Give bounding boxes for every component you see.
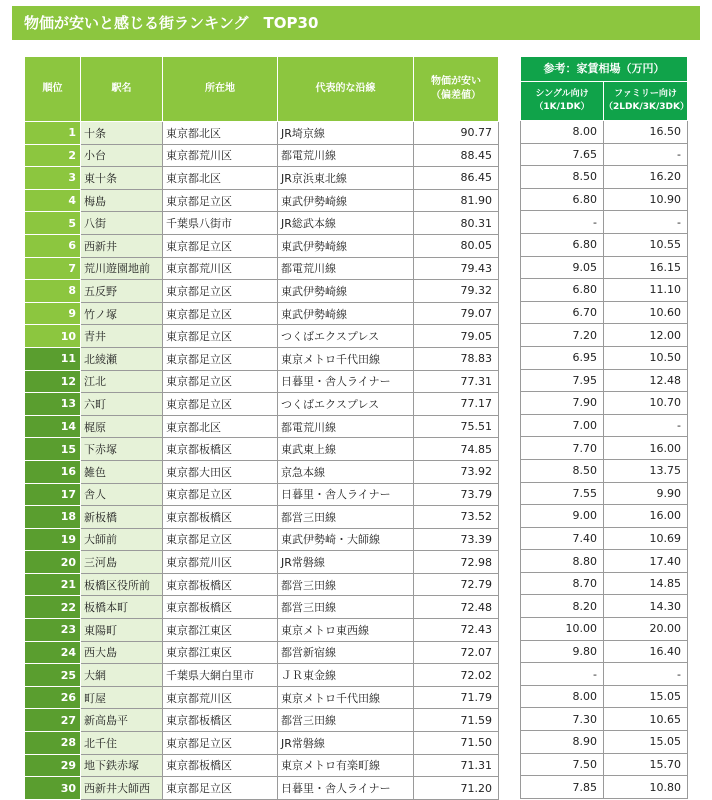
table-row: [25, 370, 499, 393]
station-cell: 五反野: [81, 280, 163, 303]
single-rent-cell: 7.00: [521, 414, 604, 437]
rent-header-family-line1: ファミリー向け: [614, 89, 677, 99]
line-cell: ＪＲ東金線: [278, 664, 414, 687]
rent-row: [521, 188, 688, 211]
line-cell: 東京メトロ有楽町線: [278, 754, 414, 777]
rank-cell: 12: [25, 370, 81, 393]
rank-cell: 3: [25, 167, 81, 190]
line-cell: つくばエクスプレス: [278, 325, 414, 348]
location-cell: 東京都板橋区: [163, 709, 278, 732]
score-cell: 90.77: [414, 122, 499, 145]
family-rent-cell: 10.60: [604, 301, 688, 324]
table-row: [25, 234, 499, 257]
score-cell: 73.92: [414, 460, 499, 483]
header-score-line2: （偏差値）: [431, 90, 481, 101]
rent-table: [520, 56, 688, 799]
station-cell: 荒川遊園地前: [81, 257, 163, 280]
rank-cell: 28: [25, 732, 81, 755]
line-cell: 都電荒川線: [278, 415, 414, 438]
single-rent-cell: 8.70: [521, 572, 604, 595]
line-cell: 都営三田線: [278, 709, 414, 732]
rank-cell: 21: [25, 573, 81, 596]
family-rent-cell: 12.00: [604, 324, 688, 347]
score-cell: 72.48: [414, 596, 499, 619]
table-row: [25, 483, 499, 506]
family-rent-cell: 10.70: [604, 392, 688, 415]
family-rent-cell: 15.05: [604, 685, 688, 708]
rank-cell: 9: [25, 302, 81, 325]
score-cell: 79.07: [414, 302, 499, 325]
table-row: [25, 551, 499, 574]
family-rent-cell: 10.90: [604, 188, 688, 211]
single-rent-cell: 8.50: [521, 459, 604, 482]
line-cell: 日暮里・舎人ライナー: [278, 483, 414, 506]
location-cell: 東京都足立区: [163, 347, 278, 370]
line-cell: JR京浜東北線: [278, 167, 414, 190]
rent-row: [521, 595, 688, 618]
location-cell: 東京都板橋区: [163, 754, 278, 777]
single-rent-cell: 7.70: [521, 437, 604, 460]
rent-row: [521, 121, 688, 144]
rent-row: [521, 527, 688, 550]
rent-row: [521, 708, 688, 731]
location-cell: 東京都荒川区: [163, 257, 278, 280]
score-cell: 86.45: [414, 167, 499, 190]
table-row: [25, 438, 499, 461]
table-row: [25, 619, 499, 642]
station-cell: 三河島: [81, 551, 163, 574]
table-row: [25, 596, 499, 619]
single-rent-cell: 7.85: [521, 776, 604, 799]
table-row: [25, 528, 499, 551]
header-line: 代表的な沿線: [278, 57, 414, 122]
family-rent-cell: -: [604, 663, 688, 686]
line-cell: 都営三田線: [278, 596, 414, 619]
line-cell: 東武伊勢崎線: [278, 234, 414, 257]
table-row: [25, 664, 499, 687]
table-row: [25, 393, 499, 416]
table-row: [25, 686, 499, 709]
single-rent-cell: 6.80: [521, 233, 604, 256]
single-rent-cell: 7.30: [521, 708, 604, 731]
rent-row: [521, 437, 688, 460]
header-station: 駅名: [81, 57, 163, 122]
score-cell: 79.43: [414, 257, 499, 280]
station-cell: 地下鉄赤塚: [81, 754, 163, 777]
rank-cell: 30: [25, 777, 81, 800]
rent-row: [521, 753, 688, 776]
location-cell: 東京都足立区: [163, 777, 278, 800]
rank-cell: 14: [25, 415, 81, 438]
score-cell: 74.85: [414, 438, 499, 461]
table-row: [25, 777, 499, 800]
rent-row: [521, 414, 688, 437]
rent-header-single-line2: （1K/1DK）: [534, 102, 590, 112]
single-rent-cell: 6.80: [521, 188, 604, 211]
score-cell: 73.39: [414, 528, 499, 551]
line-cell: JR常磐線: [278, 732, 414, 755]
table-row: [25, 257, 499, 280]
table-row: [25, 167, 499, 190]
rank-cell: 17: [25, 483, 81, 506]
family-rent-cell: 15.05: [604, 731, 688, 754]
rank-cell: 27: [25, 709, 81, 732]
location-cell: 東京都板橋区: [163, 596, 278, 619]
line-cell: 東京メトロ千代田線: [278, 347, 414, 370]
table-row: [25, 302, 499, 325]
table-row: [25, 732, 499, 755]
location-cell: 東京都江東区: [163, 641, 278, 664]
rent-row: [521, 392, 688, 415]
family-rent-cell: 10.69: [604, 527, 688, 550]
station-cell: 大師前: [81, 528, 163, 551]
single-rent-cell: 7.65: [521, 143, 604, 166]
station-cell: 西新井: [81, 234, 163, 257]
rank-cell: 19: [25, 528, 81, 551]
station-cell: 新高島平: [81, 709, 163, 732]
score-cell: 79.05: [414, 325, 499, 348]
station-cell: 竹ノ塚: [81, 302, 163, 325]
rent-row: [521, 459, 688, 482]
score-cell: 80.31: [414, 212, 499, 235]
rent-subheader-row: [521, 82, 688, 121]
line-cell: つくばエクスプレス: [278, 393, 414, 416]
rent-header-family: [604, 82, 688, 121]
table-row: [25, 280, 499, 303]
location-cell: 東京都北区: [163, 415, 278, 438]
score-cell: 88.45: [414, 144, 499, 167]
rank-cell: 13: [25, 393, 81, 416]
family-rent-cell: 14.85: [604, 572, 688, 595]
header-location: 所在地: [163, 57, 278, 122]
score-cell: 73.52: [414, 506, 499, 529]
rank-cell: 10: [25, 325, 81, 348]
station-cell: 板橋本町: [81, 596, 163, 619]
rent-row: [521, 640, 688, 663]
rank-cell: 8: [25, 280, 81, 303]
line-cell: 東武伊勢崎線: [278, 280, 414, 303]
rent-header-single: [521, 82, 604, 121]
station-cell: 梅島: [81, 189, 163, 212]
location-cell: 東京都荒川区: [163, 686, 278, 709]
station-cell: 町屋: [81, 686, 163, 709]
single-rent-cell: 8.00: [521, 685, 604, 708]
station-cell: 新板橋: [81, 506, 163, 529]
family-rent-cell: 9.90: [604, 482, 688, 505]
location-cell: 東京都足立区: [163, 370, 278, 393]
family-rent-cell: 16.00: [604, 505, 688, 528]
location-cell: 東京都足立区: [163, 483, 278, 506]
family-rent-cell: 12.48: [604, 369, 688, 392]
family-rent-cell: 11.10: [604, 279, 688, 302]
location-cell: 東京都板橋区: [163, 573, 278, 596]
table-row: [25, 347, 499, 370]
rank-cell: 7: [25, 257, 81, 280]
rent-row: [521, 256, 688, 279]
single-rent-cell: 6.80: [521, 279, 604, 302]
rank-cell: 22: [25, 596, 81, 619]
table-row: [25, 212, 499, 235]
score-cell: 81.90: [414, 189, 499, 212]
location-cell: 東京都大田区: [163, 460, 278, 483]
location-cell: 東京都北区: [163, 167, 278, 190]
rent-header-single-line1: シングル向け: [535, 89, 589, 99]
family-rent-cell: 16.15: [604, 256, 688, 279]
family-rent-cell: 10.50: [604, 346, 688, 369]
line-cell: 都営新宿線: [278, 641, 414, 664]
table-row: [25, 506, 499, 529]
score-cell: 79.32: [414, 280, 499, 303]
score-cell: 72.43: [414, 619, 499, 642]
family-rent-cell: 20.00: [604, 618, 688, 641]
rent-row: [521, 505, 688, 528]
single-rent-cell: 9.00: [521, 505, 604, 528]
single-rent-cell: -: [521, 211, 604, 234]
table-row: [25, 415, 499, 438]
rank-cell: 29: [25, 754, 81, 777]
rent-header-family-line2: （2LDK/3K/3DK）: [604, 102, 689, 112]
family-rent-cell: 10.80: [604, 776, 688, 799]
family-rent-cell: 16.50: [604, 121, 688, 144]
rank-cell: 5: [25, 212, 81, 235]
table-row: [25, 325, 499, 348]
score-cell: 72.07: [414, 641, 499, 664]
rent-row: [521, 301, 688, 324]
location-cell: 東京都足立区: [163, 528, 278, 551]
family-rent-cell: 10.55: [604, 233, 688, 256]
single-rent-cell: 8.90: [521, 731, 604, 754]
station-cell: 下赤塚: [81, 438, 163, 461]
line-cell: JR常磐線: [278, 551, 414, 574]
location-cell: 東京都足立区: [163, 189, 278, 212]
location-cell: 東京都板橋区: [163, 438, 278, 461]
rent-row: [521, 324, 688, 347]
rent-row: [521, 279, 688, 302]
station-cell: 大網: [81, 664, 163, 687]
rank-cell: 18: [25, 506, 81, 529]
family-rent-cell: 16.20: [604, 166, 688, 189]
location-cell: 東京都江東区: [163, 619, 278, 642]
header-score-line1: 物価が安い: [431, 76, 481, 87]
single-rent-cell: -: [521, 663, 604, 686]
line-cell: 京急本線: [278, 460, 414, 483]
line-cell: 東武伊勢崎線: [278, 302, 414, 325]
location-cell: 千葉県八街市: [163, 212, 278, 235]
station-cell: 東十条: [81, 167, 163, 190]
header-rank: 順位: [25, 57, 81, 122]
single-rent-cell: 7.95: [521, 369, 604, 392]
rank-cell: 20: [25, 551, 81, 574]
single-rent-cell: 7.20: [521, 324, 604, 347]
family-rent-cell: 14.30: [604, 595, 688, 618]
rent-row: [521, 369, 688, 392]
rent-row: [521, 482, 688, 505]
location-cell: 東京都荒川区: [163, 551, 278, 574]
family-rent-cell: 10.65: [604, 708, 688, 731]
rent-row: [521, 685, 688, 708]
station-cell: 六町: [81, 393, 163, 416]
line-cell: 東京メトロ千代田線: [278, 686, 414, 709]
table-row: [25, 709, 499, 732]
score-cell: 71.20: [414, 777, 499, 800]
table-row: [25, 144, 499, 167]
rank-cell: 15: [25, 438, 81, 461]
line-cell: 東京メトロ東西線: [278, 619, 414, 642]
station-cell: 西大島: [81, 641, 163, 664]
score-cell: 71.79: [414, 686, 499, 709]
score-cell: 72.98: [414, 551, 499, 574]
line-cell: 都営三田線: [278, 573, 414, 596]
family-rent-cell: -: [604, 143, 688, 166]
single-rent-cell: 8.20: [521, 595, 604, 618]
rank-cell: 23: [25, 619, 81, 642]
single-rent-cell: 9.80: [521, 640, 604, 663]
station-cell: 小台: [81, 144, 163, 167]
score-cell: 71.59: [414, 709, 499, 732]
score-cell: 72.02: [414, 664, 499, 687]
location-cell: 千葉県大網白里市: [163, 664, 278, 687]
family-rent-cell: 16.40: [604, 640, 688, 663]
rent-row: [521, 776, 688, 799]
rank-cell: 25: [25, 664, 81, 687]
table-row: [25, 573, 499, 596]
page-title: 物価が安いと感じる街ランキング TOP30: [12, 6, 700, 40]
line-cell: 都電荒川線: [278, 257, 414, 280]
score-cell: 72.79: [414, 573, 499, 596]
rent-row: [521, 663, 688, 686]
location-cell: 東京都足立区: [163, 325, 278, 348]
ranking-header-row: [25, 57, 499, 122]
score-cell: 71.31: [414, 754, 499, 777]
single-rent-cell: 6.70: [521, 301, 604, 324]
location-cell: 東京都足立区: [163, 280, 278, 303]
single-rent-cell: 7.50: [521, 753, 604, 776]
single-rent-cell: 8.00: [521, 121, 604, 144]
table-row: [25, 641, 499, 664]
header-score: [414, 57, 499, 122]
table-row: [25, 189, 499, 212]
rank-cell: 11: [25, 347, 81, 370]
location-cell: 東京都荒川区: [163, 144, 278, 167]
rank-cell: 4: [25, 189, 81, 212]
rent-row: [521, 166, 688, 189]
family-rent-cell: 13.75: [604, 459, 688, 482]
station-cell: 板橋区役所前: [81, 573, 163, 596]
rank-cell: 2: [25, 144, 81, 167]
station-cell: 十条: [81, 122, 163, 145]
rent-row: [521, 572, 688, 595]
line-cell: 日暮里・舎人ライナー: [278, 777, 414, 800]
score-cell: 77.31: [414, 370, 499, 393]
station-cell: 北綾瀬: [81, 347, 163, 370]
line-cell: JR総武本線: [278, 212, 414, 235]
rent-row: [521, 211, 688, 234]
station-cell: 北千住: [81, 732, 163, 755]
single-rent-cell: 8.50: [521, 166, 604, 189]
station-cell: 八街: [81, 212, 163, 235]
single-rent-cell: 10.00: [521, 618, 604, 641]
table-row: [25, 754, 499, 777]
rank-cell: 26: [25, 686, 81, 709]
location-cell: 東京都足立区: [163, 393, 278, 416]
line-cell: 日暮里・舎人ライナー: [278, 370, 414, 393]
score-cell: 80.05: [414, 234, 499, 257]
single-rent-cell: 7.40: [521, 527, 604, 550]
station-cell: 東陽町: [81, 619, 163, 642]
score-cell: 78.83: [414, 347, 499, 370]
family-rent-cell: -: [604, 211, 688, 234]
rent-header-title: 参考：家賃相場（万円）: [521, 57, 688, 82]
station-cell: 青井: [81, 325, 163, 348]
line-cell: 東武東上線: [278, 438, 414, 461]
score-cell: 77.17: [414, 393, 499, 416]
location-cell: 東京都北区: [163, 122, 278, 145]
location-cell: 東京都板橋区: [163, 506, 278, 529]
table-row: [25, 122, 499, 145]
station-cell: 梶原: [81, 415, 163, 438]
rank-cell: 1: [25, 122, 81, 145]
table-row: [25, 460, 499, 483]
rent-row: [521, 618, 688, 641]
station-cell: 雑色: [81, 460, 163, 483]
single-rent-cell: 6.95: [521, 346, 604, 369]
location-cell: 東京都足立区: [163, 302, 278, 325]
location-cell: 東京都足立区: [163, 732, 278, 755]
location-cell: 東京都足立区: [163, 234, 278, 257]
single-rent-cell: 9.05: [521, 256, 604, 279]
station-cell: 江北: [81, 370, 163, 393]
rent-row: [521, 346, 688, 369]
family-rent-cell: 16.00: [604, 437, 688, 460]
rent-header-row: [521, 57, 688, 82]
score-cell: 73.79: [414, 483, 499, 506]
rank-cell: 24: [25, 641, 81, 664]
family-rent-cell: 17.40: [604, 550, 688, 573]
rent-row: [521, 233, 688, 256]
rank-cell: 6: [25, 234, 81, 257]
single-rent-cell: 8.80: [521, 550, 604, 573]
line-cell: 東武伊勢崎・大師線: [278, 528, 414, 551]
rent-row: [521, 550, 688, 573]
score-cell: 75.51: [414, 415, 499, 438]
line-cell: JR埼京線: [278, 122, 414, 145]
line-cell: 東武伊勢崎線: [278, 189, 414, 212]
line-cell: 都電荒川線: [278, 144, 414, 167]
family-rent-cell: -: [604, 414, 688, 437]
line-cell: 都営三田線: [278, 506, 414, 529]
station-cell: 舎人: [81, 483, 163, 506]
single-rent-cell: 7.55: [521, 482, 604, 505]
family-rent-cell: 15.70: [604, 753, 688, 776]
ranking-table: [24, 56, 499, 800]
single-rent-cell: 7.90: [521, 392, 604, 415]
score-cell: 71.50: [414, 732, 499, 755]
rent-row: [521, 143, 688, 166]
rent-row: [521, 731, 688, 754]
rank-cell: 16: [25, 460, 81, 483]
station-cell: 西新井大師西: [81, 777, 163, 800]
